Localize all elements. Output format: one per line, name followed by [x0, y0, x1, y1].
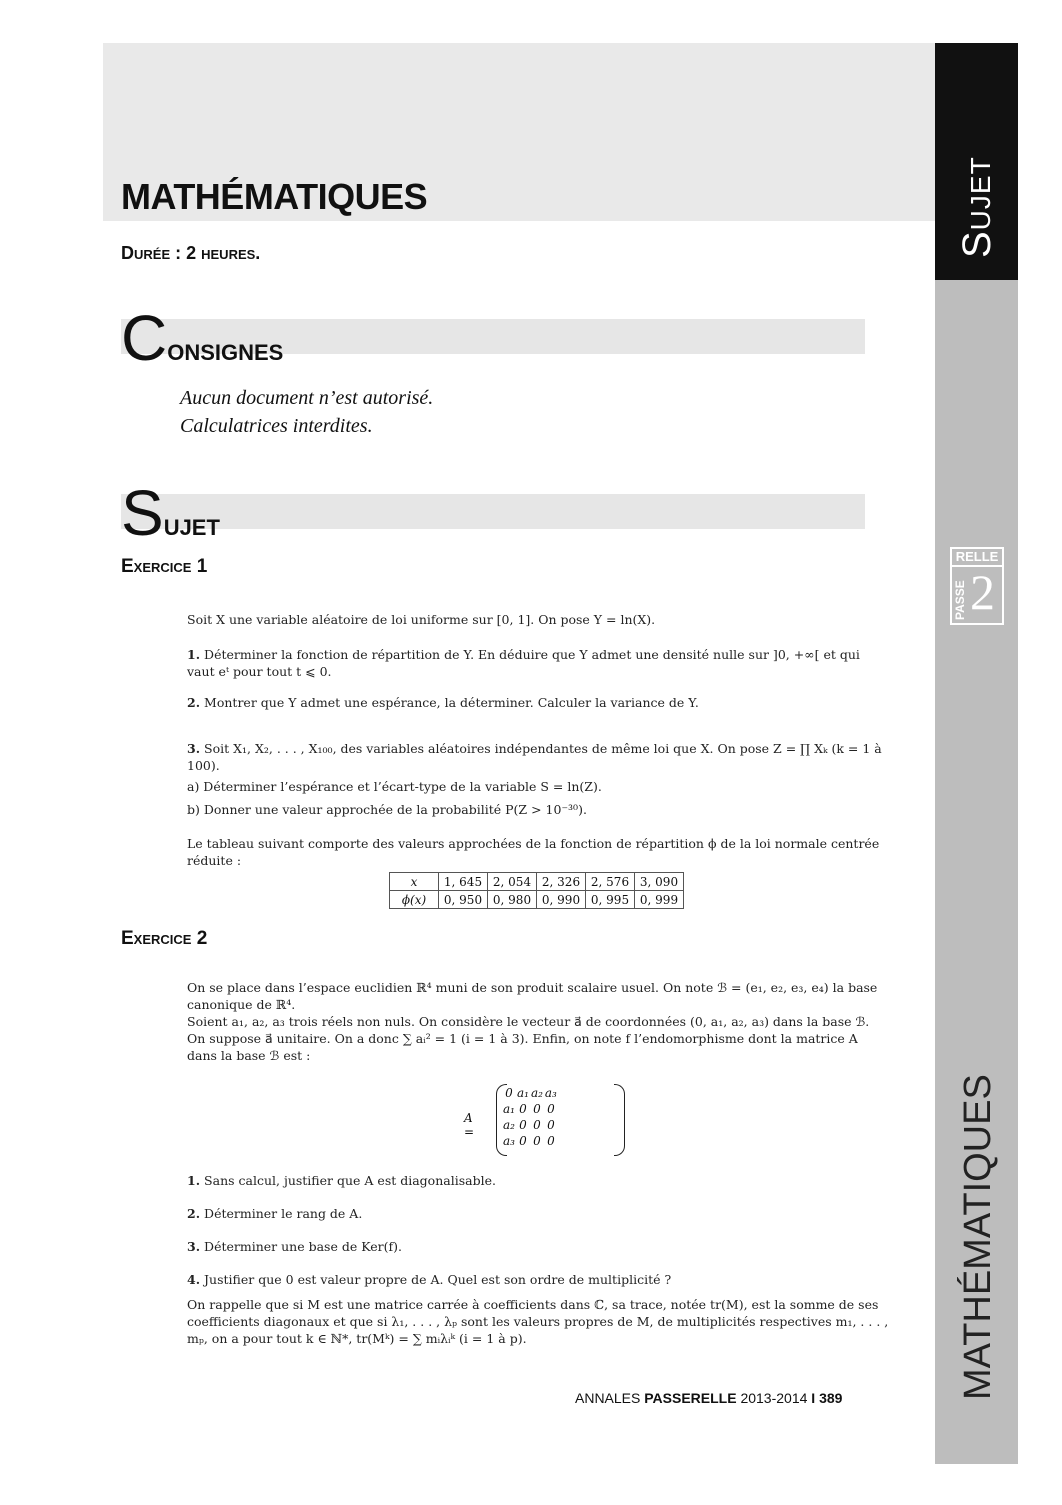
sidebar-bottom-label: MATHÉMATIQUES [957, 1074, 999, 1400]
ex1-q3: 3. Soit X₁, X₂, . . . , X₁₀₀, des variables aléatoires indépendantes de même loi que X. On pose Z = ∏ Xₖ (k = 1 à 100). [187, 741, 882, 773]
ex1-q3b: b) Donner une valeur approchée de la probabilité P(Z > 10⁻³⁰). [187, 802, 587, 817]
logo-number: 2 [970, 564, 995, 620]
consignes-text: Aucun document n’est autorisé. Calculatrices interdites. [180, 387, 434, 437]
ex2-q1: 1. Sans calcul, justifier que A est diagonalisable. [187, 1173, 496, 1188]
sujet-bar [121, 494, 865, 529]
ex2-q4: 4. Justifier que 0 est valeur propre de A. Quel est son ordre de multiplicité ? [187, 1272, 672, 1287]
ex2-q3: 3. Déterminer une base de Ker(f). [187, 1239, 402, 1254]
sujet-heading: SUJET [121, 477, 220, 549]
ex2-q2: 2. Déterminer le rang de A. [187, 1206, 363, 1221]
logo-side: PASSE [953, 580, 967, 620]
exercise-1-title: Exercice 1 [121, 556, 208, 577]
table-row: x 1, 645 2, 054 2, 326 2, 576 3, 090 [390, 873, 684, 891]
ex2-p2: Soient a₁, a₂, a₃ trois réels non nuls. On considère le vecteur a⃗ de coordonnées (0, a₁, a₂, a₃) dans la base ℬ. On suppose a⃗ unitaire. On a donc ∑ aᵢ² = 1 (i = 1 à 3). Enfin, on note f l’endomorphisme dont la matrice A dans la base ℬ est : [187, 1014, 870, 1063]
sidebar-bottom-block [935, 280, 1018, 1464]
table-row: ϕ(x) 0, 950 0, 980 0, 990 0, 995 0, 999 [390, 891, 684, 909]
page-footer: ANNALES PASSERELLE 2013-2014 I 389 [575, 1390, 843, 1406]
ex2-p3: On rappelle que si M est une matrice carrée à coefficients dans ℂ, sa trace, notée tr(M), est la somme de ses coefficients diagonaux et que si λ₁, . . . , λₚ sont les valeurs propres de M, de multiplicités respectives m₁, . . . , mₚ, on a pour tout k ∈ ℕ*, tr(Mᵏ) = ∑ mᵢλᵢᵏ (i = 1 à p). [187, 1297, 889, 1346]
matrix-bracket-right [614, 1084, 625, 1156]
ex1-q1: 1. Déterminer la fonction de répartition de Y. En déduire que Y admet une densité nulle sur ]0, +∞[ et qui vaut eᵗ pour tout t ⩽ 0. [187, 647, 860, 679]
normal-table [389, 872, 684, 909]
matrix-body: 0 a₁ a₂ a₃ a₁ 0 0 0 a₂ 0 0 0 a₃ 0 0 0 [503, 1086, 557, 1148]
sidebar-top-block [935, 43, 1018, 280]
consignes-heading: CONSIGNES [121, 302, 284, 374]
exercise-2-title: Exercice 2 [121, 928, 208, 949]
duration: Durée : 2 heures. [121, 243, 261, 263]
passerelle-logo [950, 547, 1004, 625]
ex1-q2: 2. Montrer que Y admet une espérance, la déterminer. Calculer la variance de Y. [187, 695, 699, 710]
page-title: MATHÉMATIQUES [121, 176, 428, 217]
logo-top: RELLE [952, 549, 1002, 567]
sidebar-top-label: Sujet [955, 156, 999, 258]
ex2-p1: On se place dans l’espace euclidien ℝ⁴ muni de son produit scalaire usuel. On note ℬ = (e₁, e₂, e₃, e₄) la base canonique de ℝ⁴. [187, 980, 878, 1012]
ex1-intro: Soit X une variable aléatoire de loi uniforme sur [0, 1]. On pose Y = ln(X). [187, 612, 656, 627]
matrix-label: A = [464, 1111, 475, 1139]
ex1-q3a: a) Déterminer l’espérance et l’écart-type de la variable S = ln(Z). [187, 779, 602, 794]
ex1-table-intro: Le tableau suivant comporte des valeurs approchées de la fonction de répartition ϕ de la loi normale centrée réduite : [187, 836, 880, 868]
